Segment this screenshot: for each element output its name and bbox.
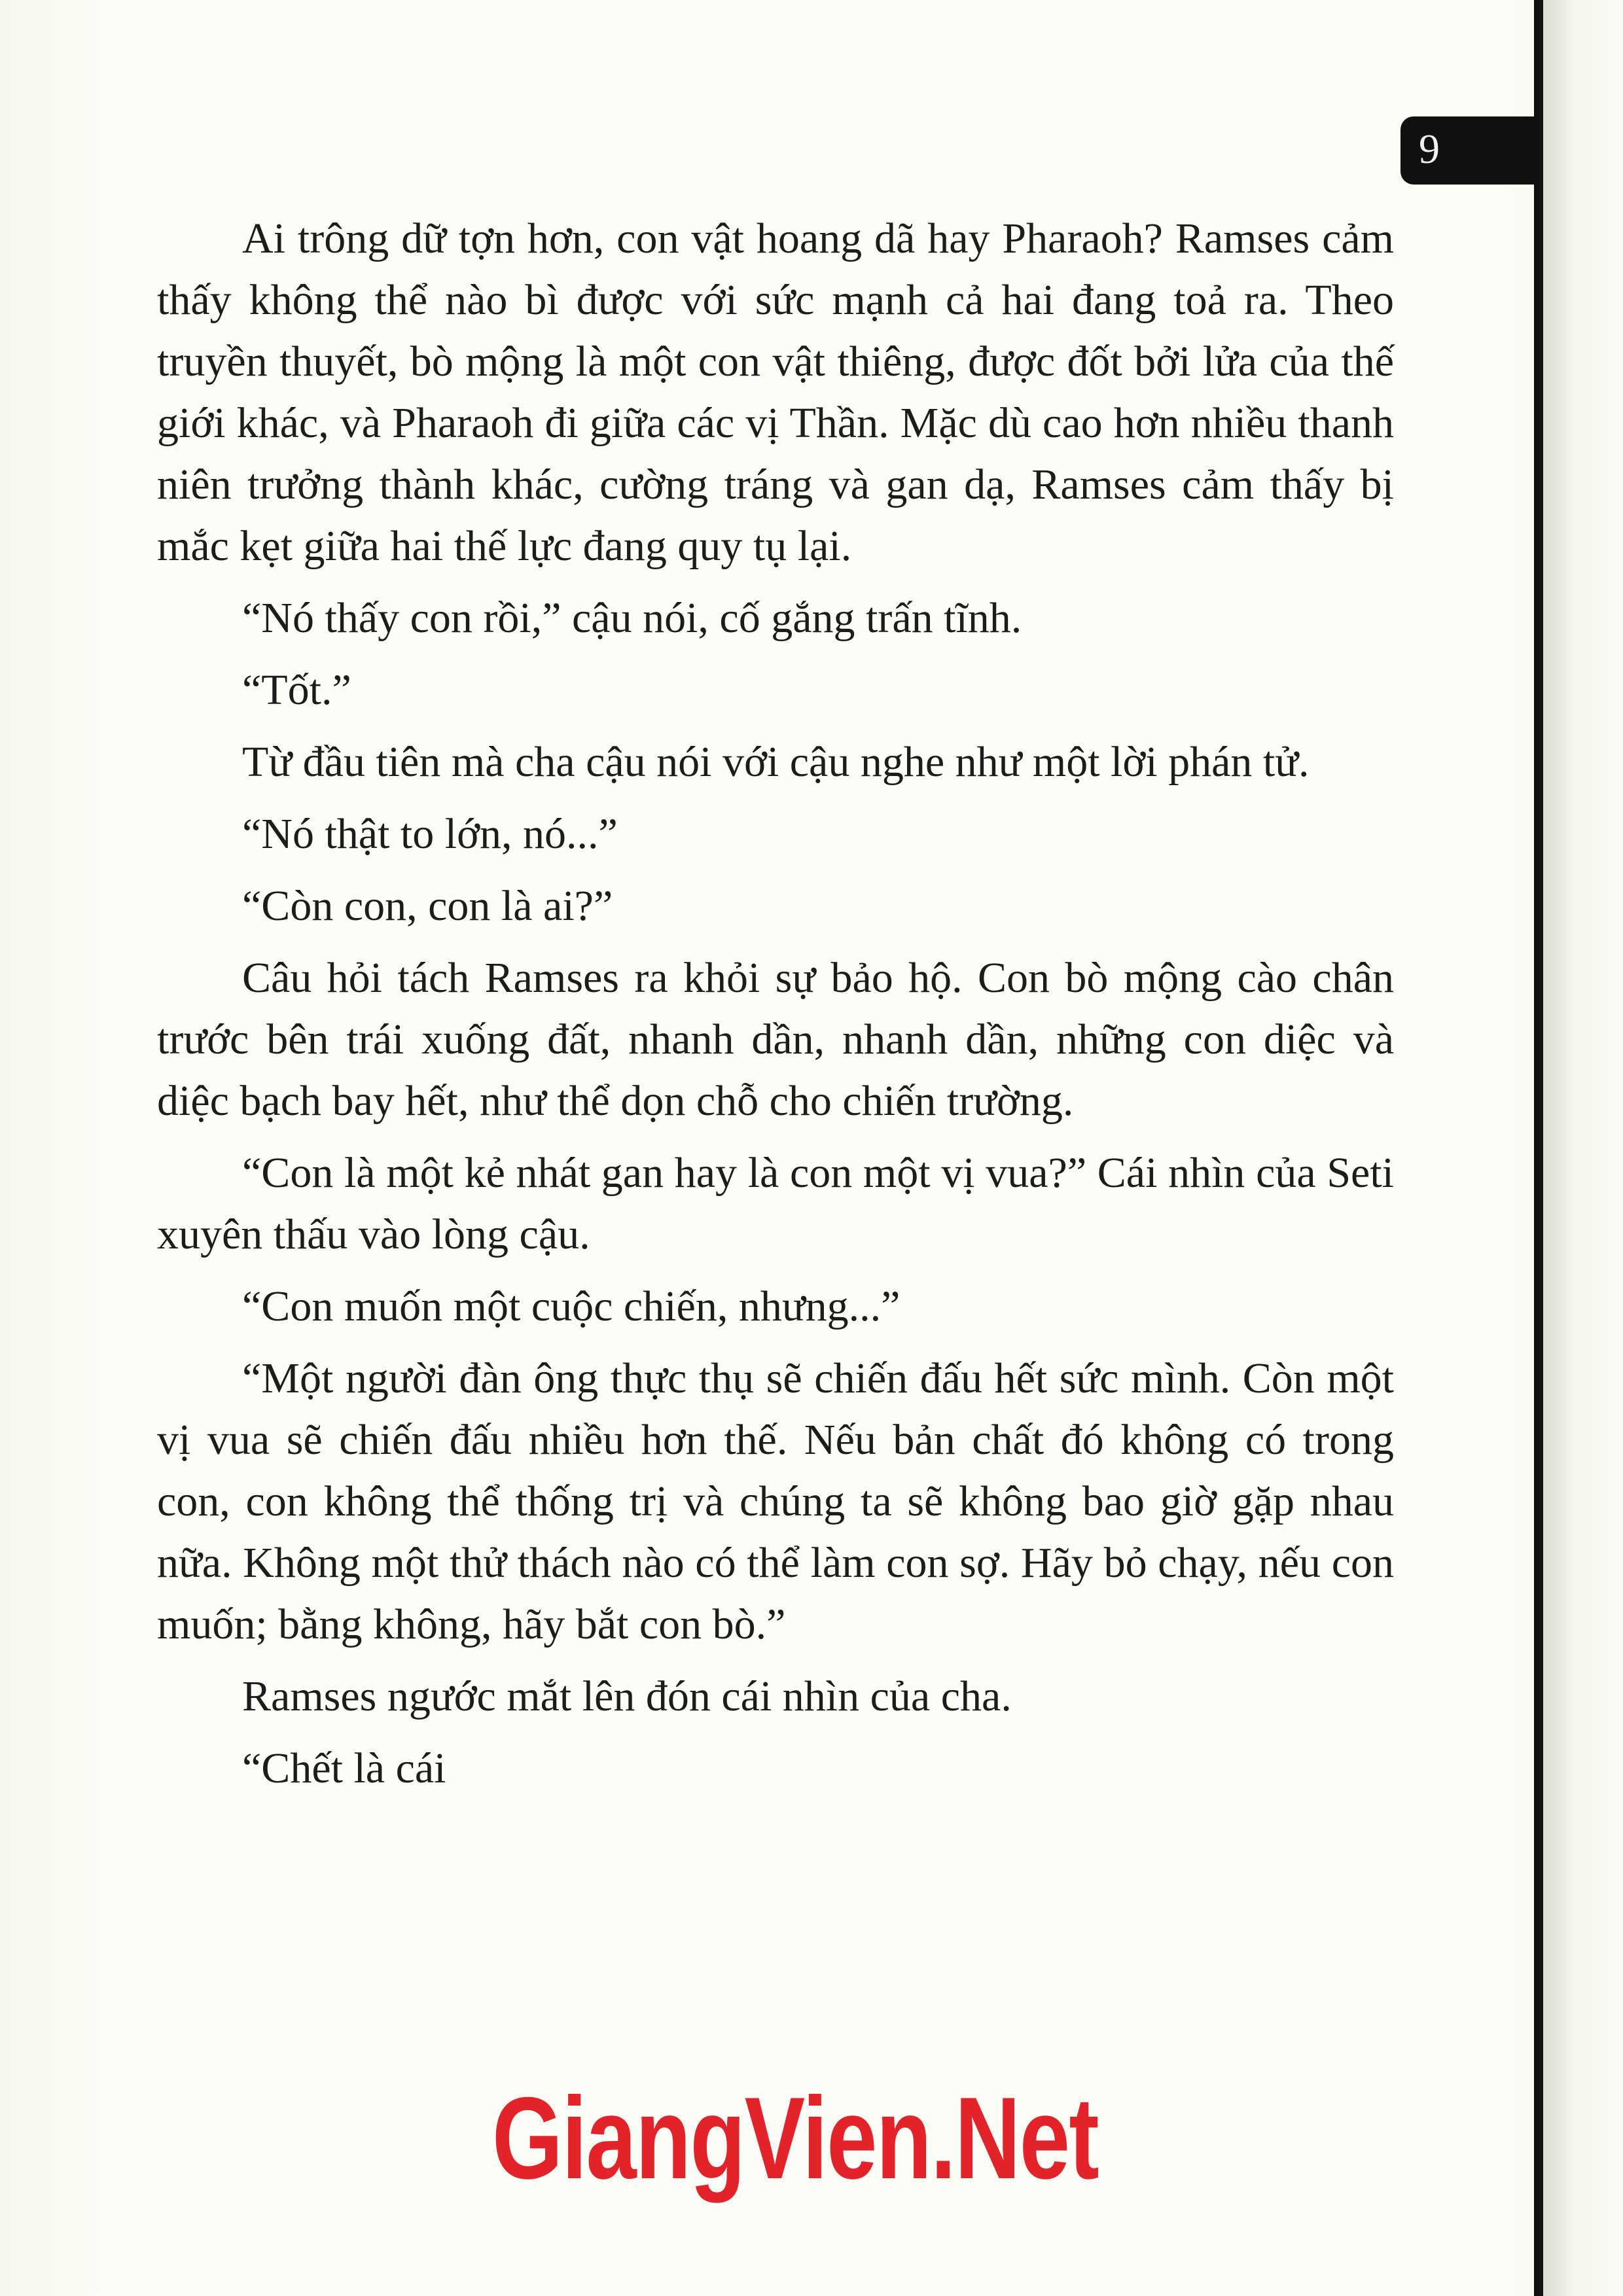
page-edge-bar <box>1534 0 1543 2296</box>
watermark-logo: GiangVien.Net <box>492 2073 1099 2203</box>
body-text <box>157 208 1394 1810</box>
paragraph: “Một người đàn ông thực thụ sẽ chiến đấu hết sức mình. Còn một vị vua sẽ chiến đấu nhiều hơn thế. Nếu bản chất đó không có trong con, con không thể thống trị và chúng ta sẽ không bao giờ gặp nhau nữa. Không một thử thách nào có thể làm con sợ. Hãy bỏ chạy, nếu con muốn; bằng không, hãy bắt con bò.” <box>157 1354 1394 1648</box>
paragraph: “Nó thật to lớn, nó...” <box>242 810 618 858</box>
paragraph: Từ đầu tiên mà cha cậu nói với cậu nghe như một lời phán tử. <box>242 738 1310 786</box>
page-edge-shadow <box>1543 0 1623 2296</box>
paragraph: “Con muốn một cuộc chiến, nhưng...” <box>242 1282 901 1330</box>
paragraph: Câu hỏi tách Ramses ra khỏi sự bảo hộ. Con bò mộng cào chân trước bên trái xuống đất, nhanh dần, nhanh dần, những con diệc và diệc bạch bay hết, như thể dọn chỗ cho chiến trường. <box>157 954 1394 1125</box>
paragraph: “Tốt.” <box>242 666 351 714</box>
paragraph: “Còn con, con là ai?” <box>242 882 613 930</box>
page-number: 9 <box>1419 126 1440 172</box>
paragraph: “Con là một kẻ nhát gan hay là con một vị vua?” Cái nhìn của Seti xuyên thấu vào lòng cậu. <box>157 1149 1394 1258</box>
paragraph: “Chết là cái <box>242 1744 446 1792</box>
paragraph: Ramses ngước mắt lên đón cái nhìn của cha. <box>242 1672 1012 1720</box>
paragraph: Ai trông dữ tợn hơn, con vật hoang dã hay Pharaoh? Ramses cảm thấy không thể nào bì được với sức mạnh cả hai đang toả ra. Theo truyền thuyết, bò mộng là một con vật thiêng, được đốt bởi lửa của thế giới khác, và Pharaoh đi giữa các vị Thần. Mặc dù cao hơn nhiều thanh niên trưởng thành khác, cường tráng và gan dạ, Ramses cảm thấy bị mắc kẹt giữa hai thế lực đang quy tụ lại. <box>157 215 1394 570</box>
paragraph: “Nó thấy con rồi,” cậu nói, cố gắng trấn tĩnh. <box>242 594 1022 642</box>
